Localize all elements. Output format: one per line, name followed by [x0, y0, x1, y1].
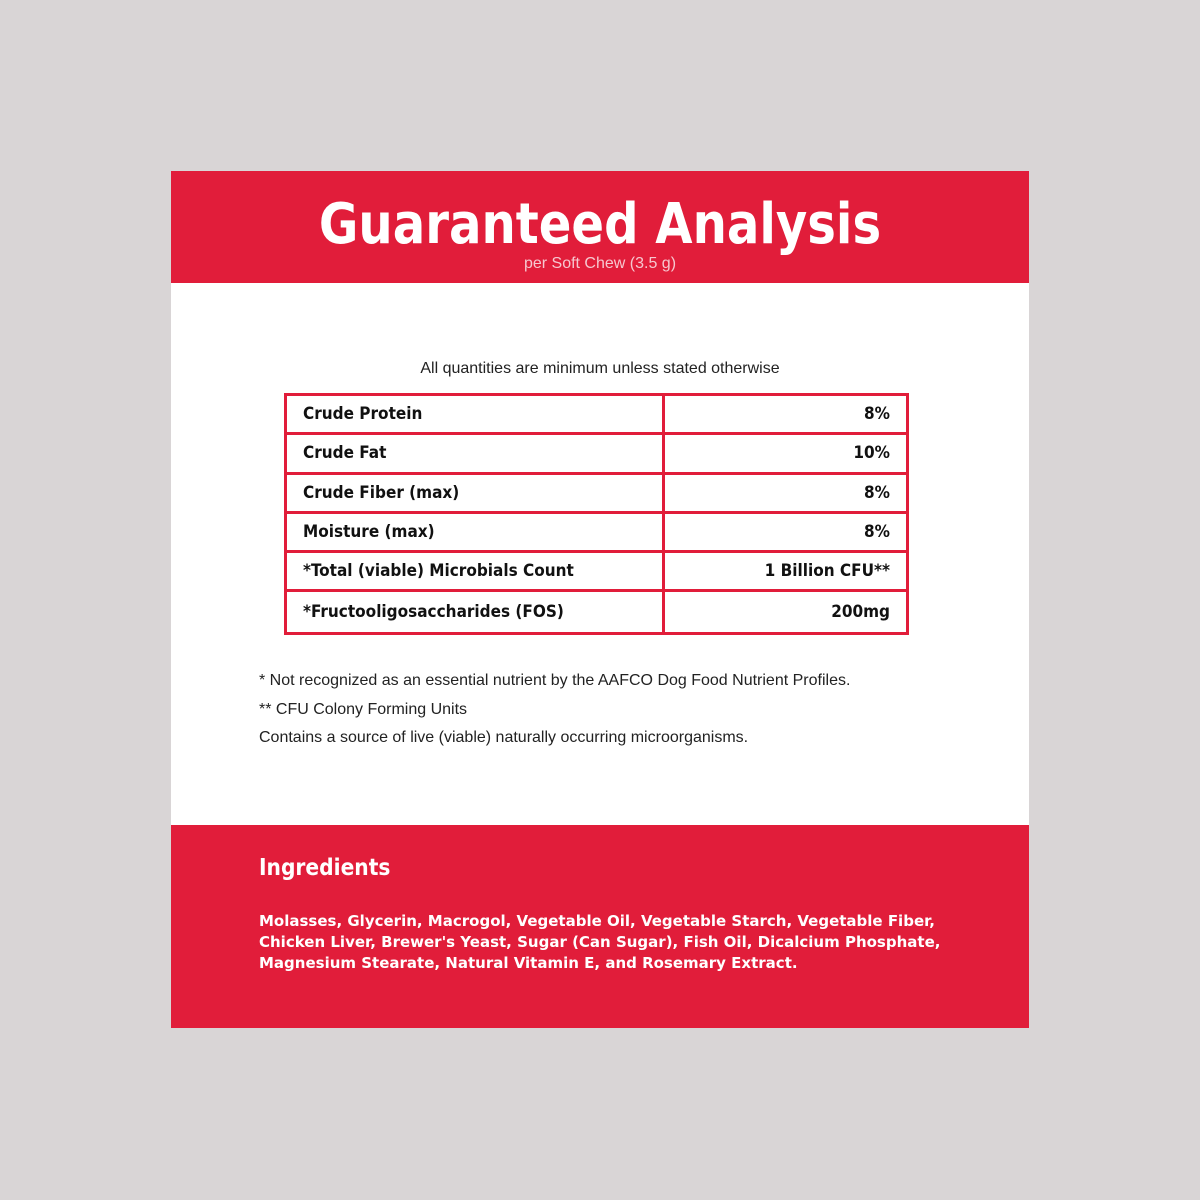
nutrient-name: Crude Protein — [287, 396, 665, 432]
nutrient-value: 10% — [853, 443, 890, 464]
nutrient-value: 8% — [864, 522, 890, 543]
nutrient-name: *Fructooligosaccharides (FOS) — [287, 592, 665, 631]
nutrient-name: *Total (viable) Microbials Count — [287, 553, 665, 589]
analysis-table — [284, 393, 909, 635]
footnote-aafco: * Not recognized as an essential nutrient by the AAFCO Dog Food Nutrient Profiles. — [259, 672, 851, 689]
table-row — [287, 553, 906, 592]
nutrient-value: 1 Billion CFU** — [764, 561, 890, 582]
table-row — [287, 435, 906, 474]
header-banner — [171, 171, 1029, 283]
footnotes — [259, 667, 850, 753]
nutrient-value: 8% — [864, 404, 890, 425]
footnote-microorganisms: Contains a source of live (viable) naturally occurring microorganisms. — [259, 729, 749, 746]
nutrient-value: 8% — [864, 482, 890, 503]
table-row — [287, 514, 906, 553]
ingredients-section — [171, 825, 1029, 1028]
serving-size: per Soft Chew (3.5 g) — [523, 255, 677, 272]
nutrient-value: 200mg — [831, 602, 890, 623]
ingredients-title: Ingredients — [259, 855, 391, 881]
ingredients-list: Molasses, Glycerin, Macrogol, Vegetable Oil, Vegetable Starch, Vegetable Fiber, Chicken Liver, Brewer's Yeast, Sugar (Can Sugar), Fish Oil, Dicalcium Phosphate, Magnesium Stearate, Natural Vitamin E, and Rosemary Extract. — [259, 912, 941, 972]
table-row — [287, 592, 906, 631]
label-card — [171, 171, 1029, 1028]
table-row — [287, 475, 906, 514]
nutrient-name: Moisture (max) — [287, 514, 665, 550]
minimum-note: All quantities are minimum unless stated otherwise — [420, 360, 780, 377]
page-title: Guaranteed Analysis — [318, 192, 882, 257]
footnote-cfu: ** CFU Colony Forming Units — [259, 700, 468, 718]
nutrient-name: Crude Fat — [287, 435, 665, 471]
table-row — [287, 396, 906, 435]
nutrient-name: Crude Fiber (max) — [287, 475, 665, 511]
